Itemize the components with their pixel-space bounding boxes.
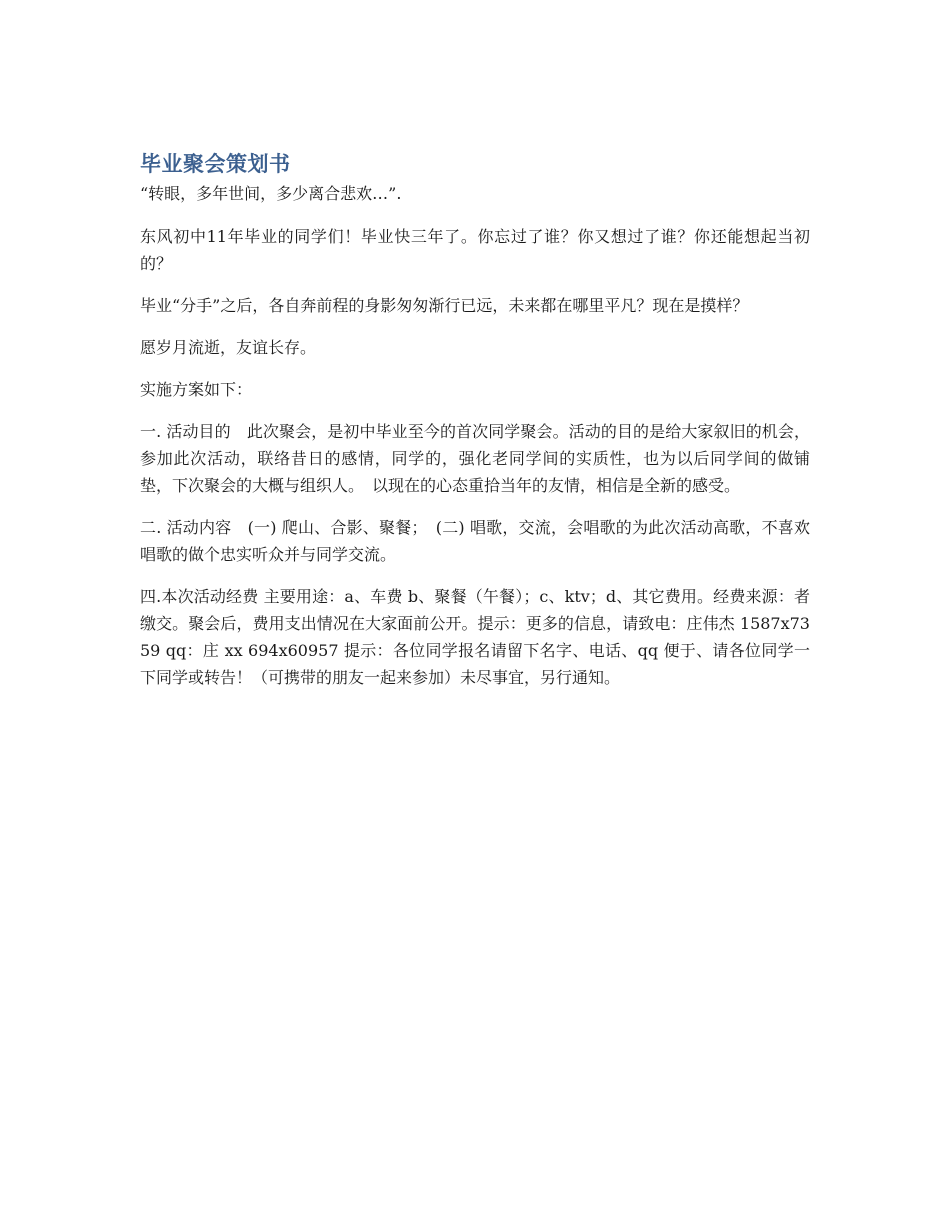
- paragraph-greeting: 东风初中11年毕业的同学们！毕业快三年了。你忘过了谁？你又想过了谁？你还能想起当初的？: [140, 227, 810, 273]
- paragraph-activity-funds: 四.本次活动经费 主要用途：a、车费 b、聚餐（午餐）；c、ktv；d、其它费用。经费来源：者缴交。聚会后，费用支出情况在大家面前公开。提示：更多的信息，请致电：庄伟杰 1587x7359 qq：庄 xx 694x60957 提示：各位同学报名请留下名字、电话、qq 便于、请各位同学一下同学或转告！（可携带的朋友一起来参加）未尽事宜，另行通知。: [140, 587, 810, 687]
- paragraph-after-graduation: 毕业“分手”之后，各自奔前程的身影匆匆渐行已远，未来都在哪里平凡？现在是摸样？: [140, 296, 749, 315]
- paragraph-wish: 愿岁月流逝，友谊长存。: [140, 338, 317, 357]
- paragraph-activity-content: 二. 活动内容 (一) 爬山、合影、聚餐； (二) 唱歌，交流，会唱歌的为此次活动高歌，不喜欢唱歌的做个忠实听众并与同学交流。: [140, 518, 810, 564]
- document-title: 毕业聚会策划书: [140, 152, 291, 176]
- paragraph-intro-quote: “转眼，多年世间，多少离合悲欢…”.: [140, 184, 402, 203]
- document-page: [140, 150, 810, 706]
- paragraph-plan-heading: 实施方案如下：: [140, 380, 253, 399]
- paragraph-activity-purpose: 一. 活动目的 此次聚会，是初中毕业至今的首次同学聚会。活动的目的是给大家叙旧的机会，参加此次活动，联络昔日的感情，同学的，强化老同学间的实质性，也为以后同学间的做铺垫，下次聚会的大概与组织人。 以现在的心态重拾当年的友情，相信是全新的感受。: [140, 422, 810, 495]
